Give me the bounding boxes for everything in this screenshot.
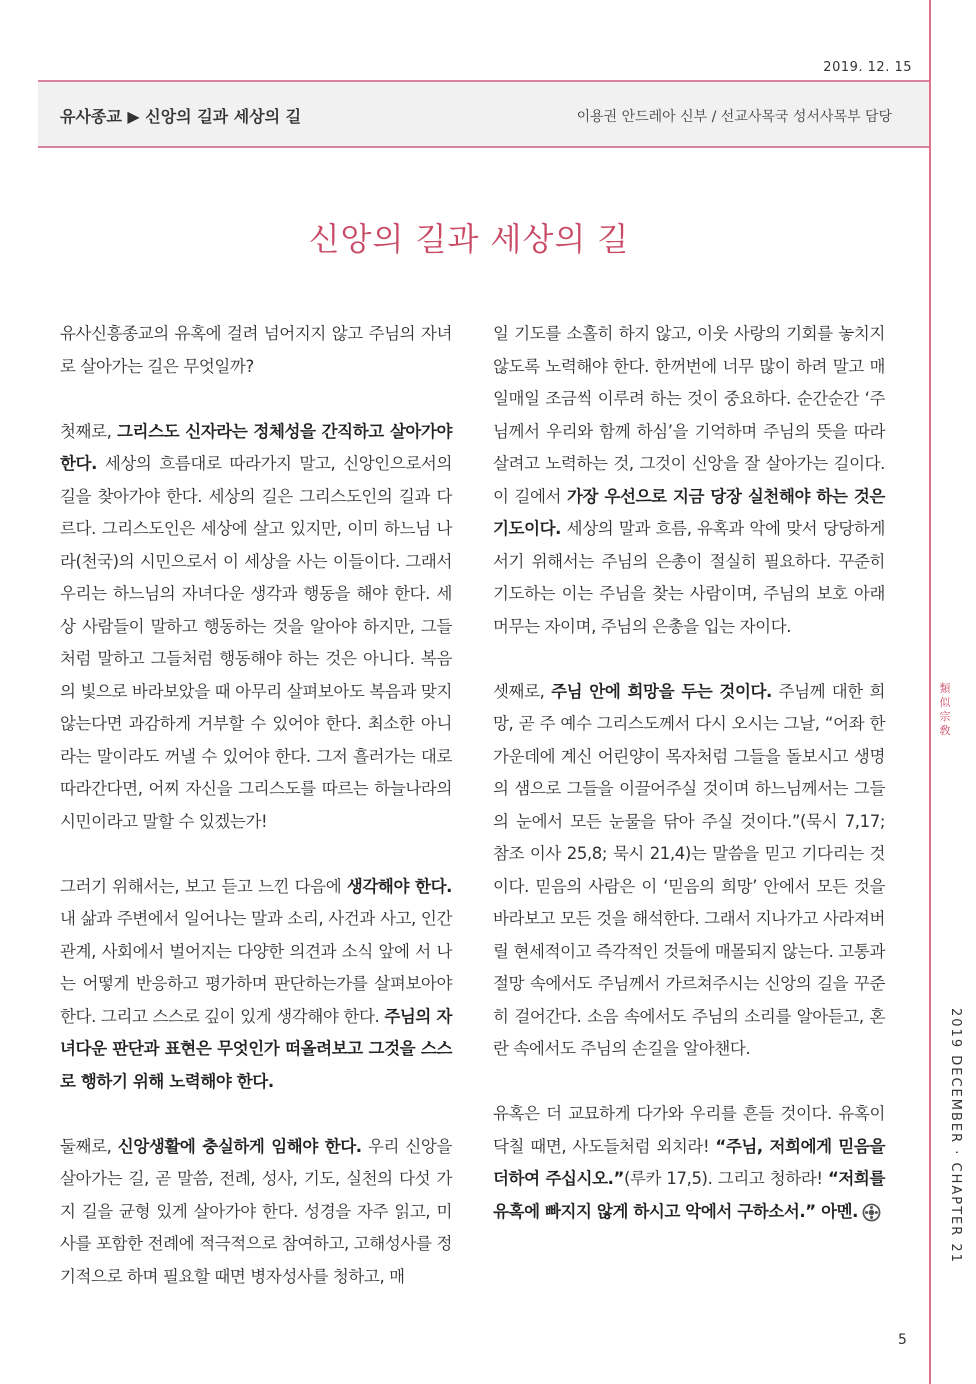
emphasis-text: 주님의 자녀다운 판단과 표현은 무엇인가 떠올려보고 그것을 스스로 행하기 위해 노력해야 한다.	[60, 1006, 452, 1091]
emphasis-text: 그리스도 신자라는 정체성을 간직하고 살아가야 한다.	[60, 421, 452, 473]
emphasis-text: “주님, 저희에게 믿음을 더하여 주십시오.”	[493, 1136, 885, 1188]
end-mark-icon	[862, 1203, 881, 1222]
paragraph-third-point: 셋째로, 주님 안에 희망을 두는 것이다. 주님께 대한 희망, 곧 주 예수 그리스도께서 다시 오시는 그날, “어좌 한가운데에 계신 어린양이 목자처럼 그들을 돌보시고 생명의 샘으로 그들을 이끌어주실 것이며 하느님께서는 그들의 눈에서 모든 눈물을 닦아 주실 것이다.”(묵시 7,17; 참조 이사 25,8; 묵시 21,4)는 말씀을 믿고 기다리는 것이다. 믿음의 사람은 이 ‘믿음의 희망’ 안에서 모든 것을 바라보고 모든 것을 해석한다. 그래서 지나가고 사라져버릴 현세적이고 즉각적인 것들에 매몰되지 않는다. 고통과 절망 속에서도 주님께서 가르쳐주시는 신앙의 길을 꾸준히 걸어간다. 소음 속에서도 주님의 소리를 알아듣고, 혼란 속에서도 주님의 손길을 알아챈다.	[493, 681, 885, 1058]
paragraph-thinking: 그러기 위해서는, 보고 듣고 느낀 다음에 생각해야 한다. 내 삶과 주변에서 일어나는 말과 소리, 사건과 사고, 인간관계, 사회에서 벌어지는 다양한 의견과 소식 앞에 서 나는 어떻게 반응하고 평가하며 판단하는가를 살펴보아야 한다. 그리고 스스로 깊이 있게 생각해야 한다. 주님의 자녀다운 판단과 표현은 무엇인가 떠올려보고 그것을 스스로 행하기 위해 노력해야 한다.	[60, 876, 452, 1091]
emphasis-text: 주님 안에 희망을 두는 것이다.	[551, 681, 772, 701]
emphasis-text: 생각해야 한다.	[346, 876, 452, 896]
article-title: 신앙의 길과 세상의 길	[308, 220, 630, 258]
emphasis-text: 신앙생활에 충실하게 임해야 한다.	[117, 1136, 362, 1156]
margin-rule	[929, 0, 931, 1384]
issue-date: 2019. 12. 15	[823, 60, 912, 75]
breadcrumb: 유사종교 ▶ 신앙의 길과 세상의 길	[60, 107, 302, 126]
left-column	[60, 318, 452, 1326]
emphasis-text: 가장 우선으로 지금 당장 실천해야 하는 것은 기도이다.	[493, 486, 885, 538]
page-number: 5	[898, 1332, 907, 1348]
section-hanja-label: 類似宗敎	[939, 682, 951, 737]
header-bottom-rule	[38, 146, 929, 148]
author-credit: 이용권 안드레아 신부 / 선교사목국 성서사목부 담당	[576, 109, 892, 125]
paragraph-first-point: 첫째로, 그리스도 신자라는 정체성을 간직하고 살아가야 한다. 세상의 흐름대로 따라가지 말고, 신앙인으로서의 길을 찾아가야 한다. 세상의 길은 그리스도인의 길과 다르다. 그리스도인은 세상에 살고 있지만, 이미 하느님 나라(천국)의 시민으로서 이 세상을 사는 이들이다. 그래서 우리는 하느님의 자녀다운 생각과 행동을 해야 한다. 세상 사람들이 말하고 행동하는 것을 알아야 하지만, 그들처럼 말하고 그들처럼 행동해야 하는 것은 아니다. 복음의 빛으로 바라보았을 때 아무리 살펴보아도 복음과 맞지 않는다면 과감하게 거부할 수 있어야 한다. 최소한 아니라는 말이라도 꺼낼 수 있어야 한다. 그저 흘러가는 대로 따라간다면, 어찌 자신을 그리스도를 따르는 하늘나라의 시민이라고 말할 수 있겠는가!	[60, 421, 452, 831]
emphasis-text: “저희를 유혹에 빠지지 않게 하시고 악에서 구하소서.” 아멘.	[493, 1169, 885, 1221]
header-top-rule	[38, 80, 929, 82]
paragraph-conclusion: 유혹은 더 교묘하게 다가와 우리를 흔들 것이다. 유혹이 닥칠 때면, 사도들처럼 외치라! “주님, 저희에게 믿음을 더하여 주십시오.”(루카 17,5). 그리고 청하라! “저희를 유혹에 빠지지 않게 하시고 악에서 구하소서.” 아멘.	[493, 1104, 885, 1221]
paragraph-prayer: 일 기도를 소홀히 하지 않고, 이웃 사랑의 기회를 놓치지 않도록 노력해야 한다. 한꺼번에 너무 많이 하려 말고 매일매일 조금씩 이루려 하는 것이 중요하다. 순간순간 ‘주님께서 우리와 함께 하심’을 기억하며 주님의 뜻을 따라 살려고 노력하는 것, 그것이 신앙을 잘 살아가는 길이다. 이 길에서 가장 우선으로 지금 당장 실천해야 하는 것은 기도이다. 세상의 말과 흐름, 유혹과 악에 맞서 당당하게 서기 위해서는 주님의 은총이 절실히 필요하다. 꾸준히 기도하는 이는 주님을 찾는 사람이며, 주님의 보호 아래 머무는 자이며, 주님의 은총을 입는 자이다.	[493, 324, 885, 636]
paragraph-intro: 유사신흥종교의 유혹에 걸려 넘어지지 않고 주님의 자녀로 살아가는 길은 무엇일까?	[60, 324, 452, 376]
issue-chapter-label: 2019 DECEMBER · CHAPTER 21	[948, 1008, 963, 1264]
paragraph-second-point: 둘째로, 신앙생활에 충실하게 임해야 한다. 우리 신앙을 살아가는 길, 곧 말씀, 전례, 성사, 기도, 실천의 다섯 가지 길을 균형 있게 살아가야 한다. 성경을 자주 읽고, 미사를 포함한 전례에 적극적으로 참여하고, 고해성사를 정기적으로 하며 필요할 때면 병자성사를 청하고, 매	[60, 1136, 452, 1286]
right-column	[493, 318, 885, 1261]
